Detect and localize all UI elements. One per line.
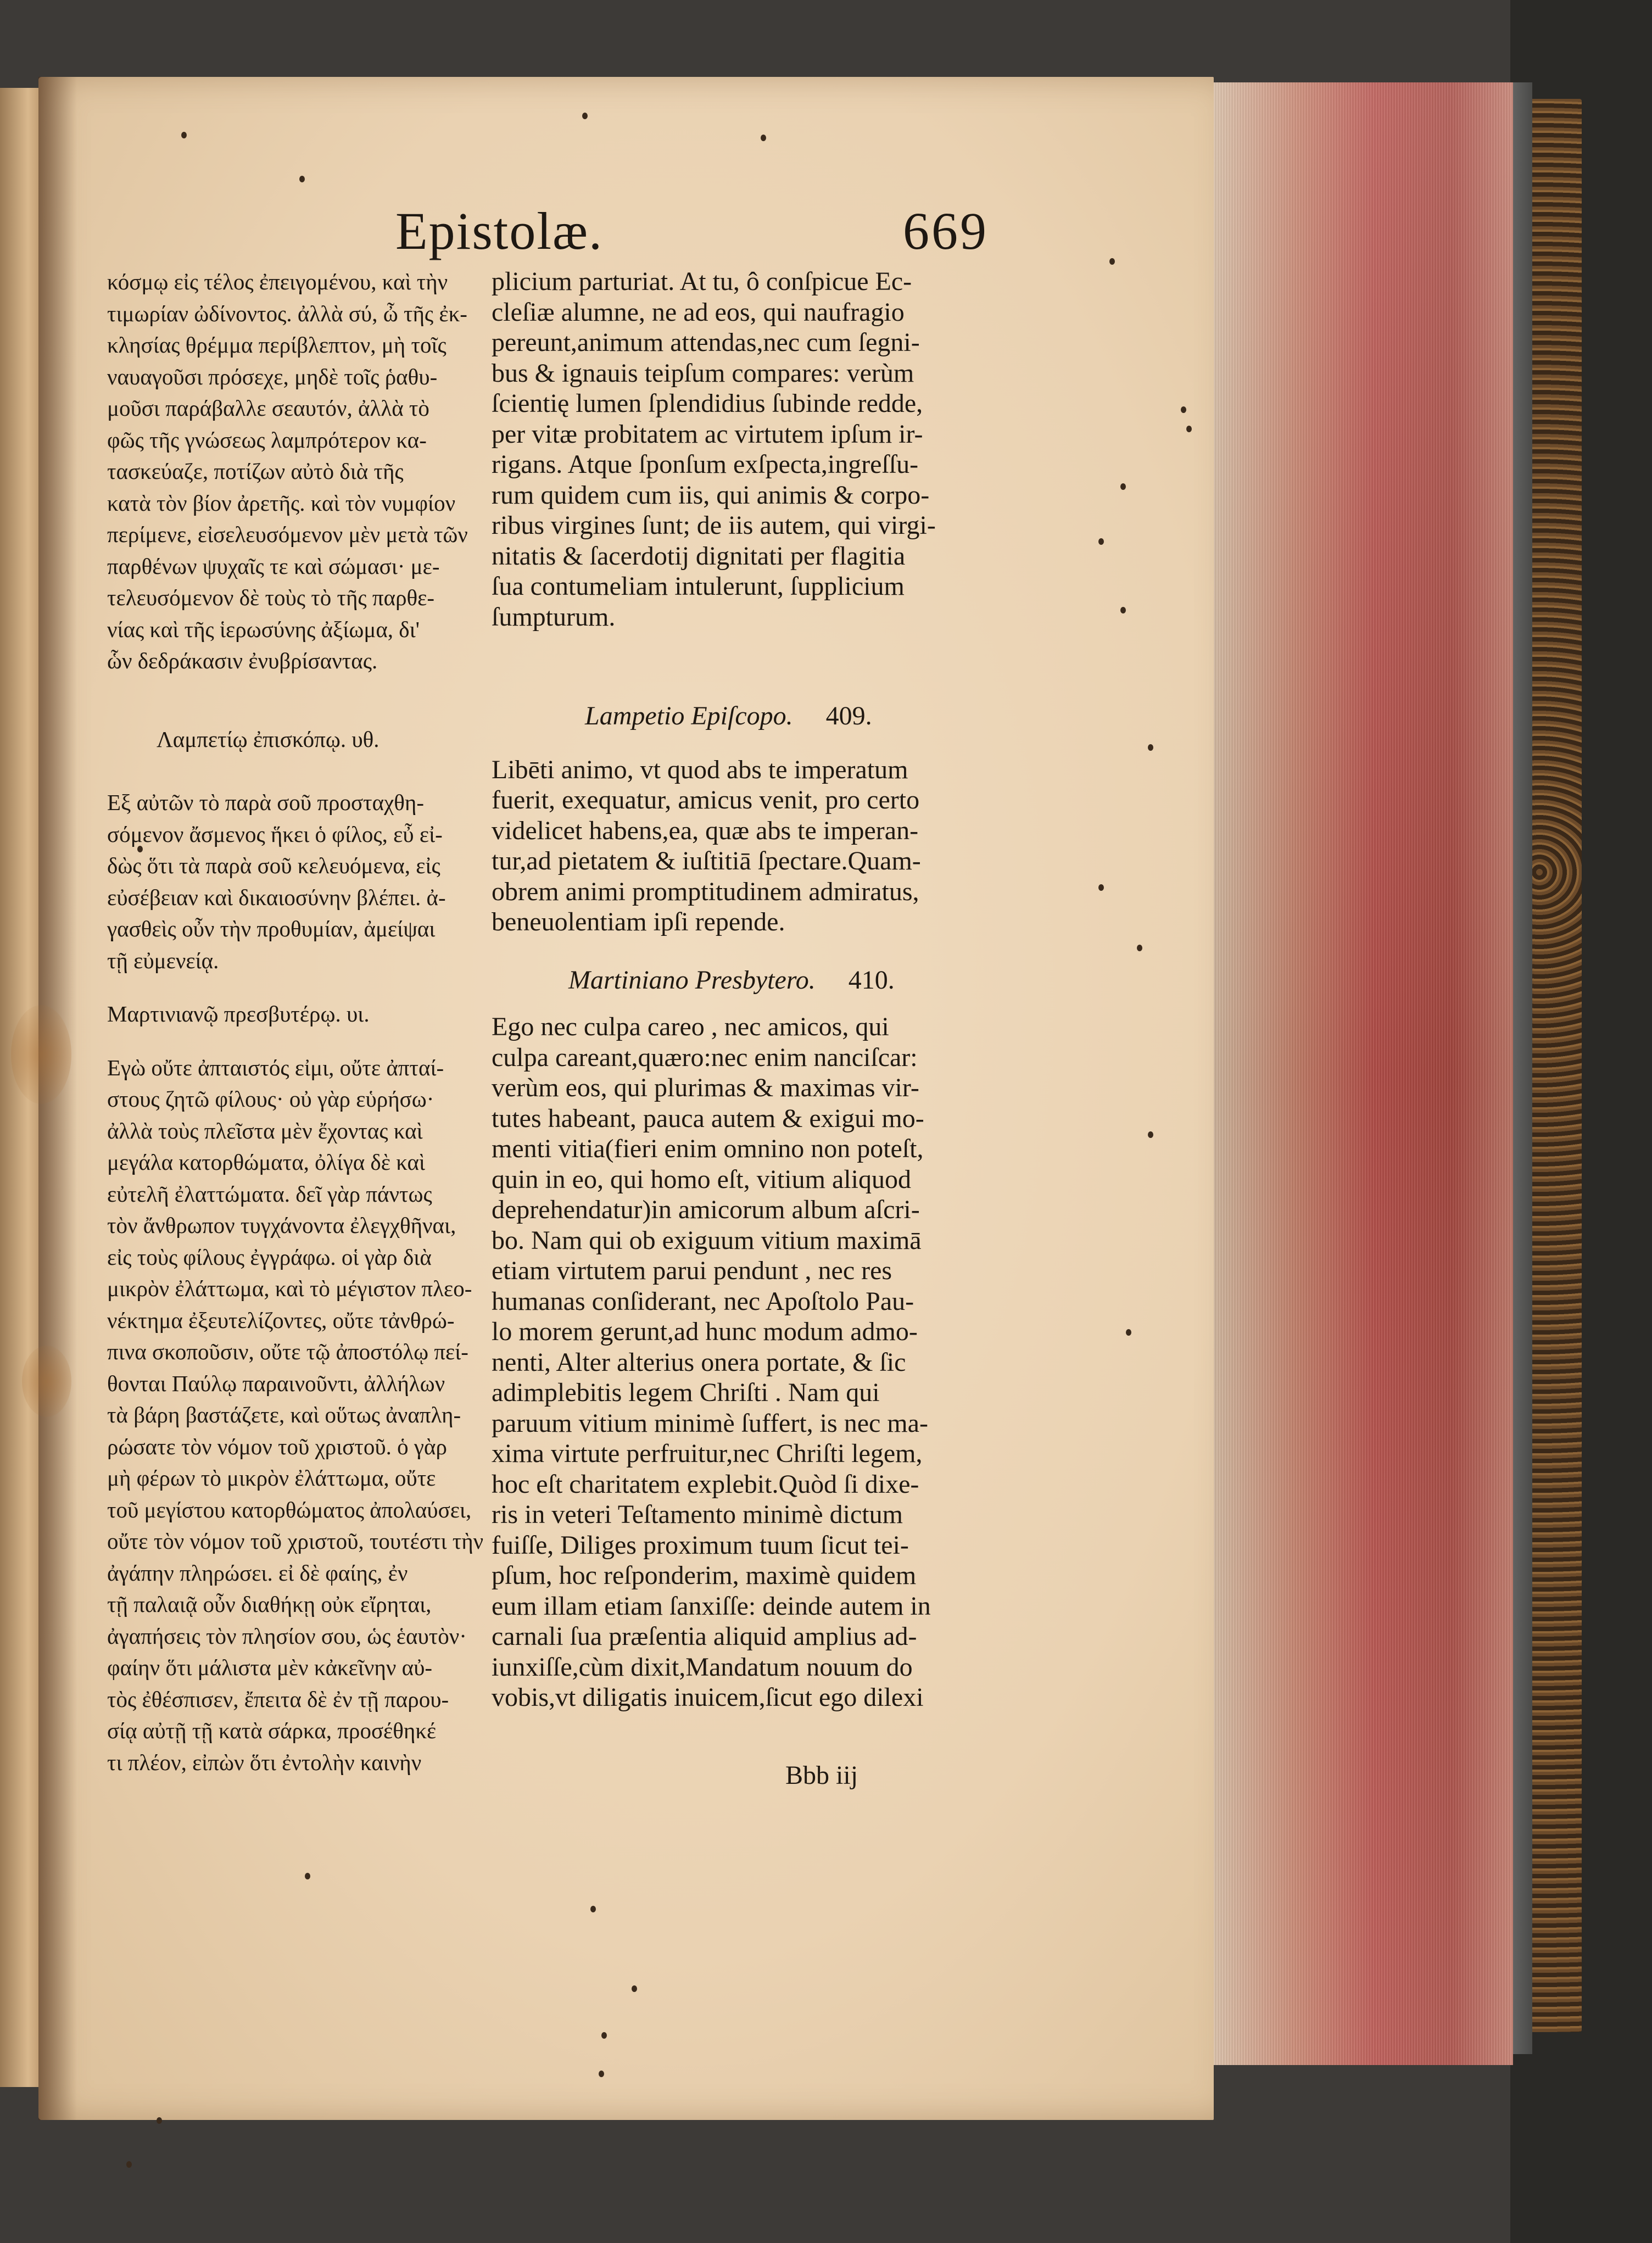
heading-name: Lampetio Epiſcopo. bbox=[585, 701, 793, 730]
latin-paragraph-2 bbox=[492, 755, 975, 938]
spacer bbox=[492, 732, 975, 755]
text-line: οὔτε τὸν νόμον τοῦ χριστοῦ, τουτέστι τὴν bbox=[107, 1528, 484, 1554]
text-line: verùm eos, qui plurimas & maximas vir- bbox=[492, 1073, 919, 1102]
text-line: ρώσατε τὸν νόμον τοῦ χριστοῦ. ὁ γὰρ bbox=[107, 1433, 447, 1459]
text-line: eum illam etiam ſanxiſſe: deinde autem in bbox=[492, 1591, 931, 1621]
text-line: σίᾳ αὐτῇ τῇ κατὰ σάρκα, προσέθηκέ bbox=[107, 1718, 437, 1743]
text-line: ſcientię lumen ſplendidius ſubinde redde, bbox=[492, 389, 923, 418]
text-line: Libēti animo, vt quod abs te imperatum bbox=[492, 755, 908, 784]
text-line: ἀγαπήσεις τὸν πλησίον σου, ὡς ἑαυτὸν· bbox=[107, 1623, 467, 1649]
text-line: ribus virgines ſunt; de iis autem, qui virgi- bbox=[492, 511, 936, 540]
wormhole bbox=[305, 1873, 310, 1879]
text-line: adimplebitis legem Chriſti . Nam qui bbox=[492, 1378, 880, 1407]
text-line: etiam virtutem parui pendunt , nec res bbox=[492, 1256, 892, 1285]
spacer bbox=[107, 1030, 492, 1052]
running-head bbox=[395, 200, 989, 266]
text-line: ἀλλὰ τοὺς πλεῖστα μὲν ἔχοντας καὶ bbox=[107, 1118, 423, 1143]
wormhole bbox=[1109, 258, 1115, 265]
greek-column bbox=[107, 266, 492, 1778]
wormhole bbox=[1137, 945, 1142, 951]
wormhole bbox=[1181, 406, 1186, 413]
text-line: bo. Nam qui ob exiguum vitium maximā bbox=[492, 1225, 922, 1255]
text-line: carnali ſua præſentia aliquid amplius ad- bbox=[492, 1622, 917, 1651]
text-line: κόσμῳ εἰς τέλος ἐπειγομένου, καὶ τὴν bbox=[107, 269, 448, 294]
greek-heading-lampetius: Λαμπετίῳ ἐπισκόπῳ. υθ. bbox=[157, 726, 379, 752]
text-line: nitatis & ſacerdotij dignitati per flagitia bbox=[492, 541, 906, 571]
text-line: τασκεύαζε, ποτίζων αὐτὸ διὰ τῆς bbox=[107, 459, 404, 484]
wormhole bbox=[632, 1985, 637, 1992]
text-line: menti vitia(fieri enim omnino non poteſt, bbox=[492, 1134, 924, 1163]
wormhole bbox=[1148, 744, 1153, 751]
text-line: τιμωρίαν ὠδίνοντος. ἀλλὰ σύ, ὦ τῆς ἐκ- bbox=[107, 300, 467, 326]
greek-paragraph-1 bbox=[107, 266, 492, 677]
text-line: plicium parturiat. At tu, ô conſpicue Ec- bbox=[492, 267, 912, 296]
latin-heading-martinianus bbox=[492, 965, 975, 996]
text-line: σόμενον ἄσμενος ἥκει ὁ φίλος, εὖ εἰ- bbox=[107, 821, 443, 847]
text-line: τοῦ μεγίστου κατορθώματος ἀπολαύσει, bbox=[107, 1497, 472, 1522]
text-line: nenti, Alter alterius onera portate, & ſic bbox=[492, 1347, 906, 1377]
wormhole bbox=[181, 132, 187, 138]
text-line: paruum vitium minimè ſuffert, is nec ma- bbox=[492, 1408, 928, 1438]
page-number: 669 bbox=[903, 202, 989, 260]
heading-name: Martiniano Presbytero. bbox=[568, 965, 816, 995]
wormhole bbox=[1186, 426, 1192, 432]
text-line: νέκτημα ἐξευτελίζοντες, οὔτε τἀνθρώ- bbox=[107, 1307, 455, 1333]
text-line: φαίην ὅτι μάλιστα μὲν κἀκεῖνην αὐ- bbox=[107, 1655, 433, 1680]
text-line: fuerit, exequatur, amicus venit, pro certo bbox=[492, 785, 920, 814]
latin-paragraph-3 bbox=[492, 1012, 975, 1713]
text-line: per vitæ probitatem ac virtutem ipſum ir- bbox=[492, 419, 923, 449]
foxing-stain bbox=[22, 1346, 71, 1417]
spacer bbox=[107, 755, 492, 787]
wormhole bbox=[1098, 538, 1104, 545]
text-line: Εγὼ οὔτε ἀπταιστός εἰμι, οὔτε ἀπταί- bbox=[107, 1054, 444, 1080]
text-line: ſua contumeliam intulerunt, ſupplicium bbox=[492, 572, 905, 601]
greek-paragraph-3 bbox=[107, 1052, 492, 1779]
latin-paragraph-1 bbox=[492, 266, 975, 632]
epistle-number: 409. bbox=[825, 701, 872, 730]
text-line: μεγάλα κατορθώματα, ὀλίγα δὲ καὶ bbox=[107, 1150, 426, 1175]
spacer bbox=[107, 977, 492, 998]
text-line: δὼς ὅτι τὰ παρὰ σοῦ κελευόμενα, εἰς bbox=[107, 853, 440, 878]
greek-heading-martinianus: Μαρτινιανῷ πρεσβυτέρῳ. υι. bbox=[107, 1001, 370, 1026]
text-line: cleſiæ alumne, ne ad eos, qui naufragio bbox=[492, 297, 905, 327]
spacer bbox=[107, 677, 492, 724]
text-line: τὸν ἄνθρωπον τυγχάνοντα ἐλεγχθῆναι, bbox=[107, 1213, 456, 1238]
text-line: culpa careant,quæro:nec enim nanciſcar: bbox=[492, 1042, 918, 1072]
text-line: ſumpturum. bbox=[492, 602, 616, 632]
wormhole bbox=[601, 2032, 607, 2039]
text-line: εἰς τοὺς φίλους ἐγγράφω. οἱ γὰρ διὰ bbox=[107, 1244, 432, 1270]
text-line: pſum, hoc reſponderim, maximè quidem bbox=[492, 1561, 917, 1590]
text-line: τὸς ἐθέσπισεν, ἔπειτα δὲ ἐν τῇ παρου- bbox=[107, 1686, 449, 1712]
text-line: lo morem gerunt,ad hunc modum admo- bbox=[492, 1317, 918, 1346]
text-line: μοῦσι παράβαλλε σεαυτόν, ἀλλὰ τὸ bbox=[107, 395, 429, 421]
text-line: ris in veteri Teſtamento minimè dictum bbox=[492, 1500, 903, 1529]
text-line: quin in eo, qui homo eſt, vitium aliquod bbox=[492, 1164, 911, 1194]
text-line: μικρὸν ἐλάττωμα, καὶ τὸ μέγιστον πλεο- bbox=[107, 1276, 472, 1301]
greek-paragraph-2 bbox=[107, 787, 492, 977]
text-line: παρθένων ψυχαῖς τε καὶ σώμασι· με- bbox=[107, 553, 440, 579]
page-fore-edge bbox=[1205, 82, 1513, 2065]
text-line: τὰ βάρη βαστάζετε, καὶ οὕτως ἀναπλη- bbox=[107, 1402, 461, 1427]
text-line: bus & ignauis teipſum compares: verùm bbox=[492, 358, 914, 388]
text-line: rigans. Atque ſponſum exſpecta,ingreſſu- bbox=[492, 450, 919, 479]
wormhole bbox=[157, 2117, 162, 2124]
wormhole bbox=[1098, 884, 1104, 891]
text-line: ὧν δεδράκασιν ἐνυβρίσαντας. bbox=[107, 648, 378, 673]
text-line: στους ζητῶ φίλους· οὐ γὰρ εὑρήσω· bbox=[107, 1086, 434, 1112]
latin-column bbox=[492, 266, 975, 1713]
wormhole bbox=[1120, 607, 1126, 613]
wormhole bbox=[1126, 1329, 1131, 1336]
text-line: τελευσόμενον δὲ τοὺς τὸ τῆς παρθε- bbox=[107, 585, 435, 610]
text-line: obrem animi promptitudinem admiratus, bbox=[492, 877, 919, 906]
text-line: xima virtute perfruitur,nec Chriſti legem, bbox=[492, 1439, 923, 1468]
text-line: videlicet habens,ea, quæ abs te imperan- bbox=[492, 816, 919, 845]
text-line: humanas conſiderant, nec Apoſtolo Pau- bbox=[492, 1286, 914, 1316]
foxing-stain bbox=[11, 1005, 71, 1104]
text-line: rum quidem cum iis, qui animis & corpo- bbox=[492, 480, 930, 510]
text-line: κατὰ τὸν βίον ἀρετῆς. καὶ τὸν νυμφίον bbox=[107, 490, 456, 516]
text-line: θονται Παύλῳ παραινοῦντι, ἀλλήλων bbox=[107, 1370, 445, 1396]
text-line: beneuolentiam ipſi repende. bbox=[492, 907, 785, 936]
text-line: πινα σκοποῦσιν, οὔτε τῷ ἀποστόλῳ πεί- bbox=[107, 1339, 468, 1364]
text-line: hoc eſt charitatem explebit.Quòd ſi dixe- bbox=[492, 1469, 919, 1499]
text-line: νίας καὶ τῆς ἱερωσύνης ἀξίωμα, δι' bbox=[107, 616, 420, 642]
wormhole bbox=[582, 113, 588, 119]
text-line: περίμενε, εἰσελευσόμενον μὲν μετὰ τῶν bbox=[107, 522, 468, 547]
wormhole bbox=[761, 135, 766, 141]
page-title: Epistolæ. bbox=[395, 202, 604, 260]
wormhole bbox=[299, 176, 305, 182]
text-line: ἀγάπην πληρώσει. εἰ δὲ φαίης, ἐν bbox=[107, 1560, 408, 1586]
wormhole bbox=[599, 2071, 604, 2077]
spacer bbox=[492, 995, 975, 1012]
wormhole bbox=[1148, 1131, 1153, 1138]
text-line: deprehendatur)in amicorum album aſcri- bbox=[492, 1195, 920, 1224]
spacer bbox=[492, 938, 975, 965]
wormhole bbox=[126, 2161, 132, 2168]
text-line: fuiſſe, Diliges proximum tuum ſicut tei- bbox=[492, 1530, 909, 1560]
text-line: τῇ εὐμενείᾳ. bbox=[107, 947, 219, 973]
text-line: tutes habeant, pauca autem & exigui mo- bbox=[492, 1103, 924, 1133]
wormhole bbox=[590, 1906, 596, 1912]
text-line: vobis,vt diligatis inuicem,ſicut ego dilexi bbox=[492, 1683, 924, 1712]
text-line: ναυαγοῦσι πρόσεχε, μηδὲ τοῖς ῥαθυ- bbox=[107, 364, 438, 389]
text-line: tur,ad pietatem & iuſtitiā ſpectare.Quam- bbox=[492, 846, 921, 875]
text-line: φῶς τῆς γνώσεως λαμπρότερον κα- bbox=[107, 427, 427, 453]
epistle-number: 410. bbox=[848, 965, 895, 995]
signature-mark: Bbb iij bbox=[785, 1761, 858, 1790]
text-line: εὐσέβειαν καὶ δικαιοσύνην βλέπει. ἀ- bbox=[107, 884, 446, 910]
text-line: iunxiſſe,cùm dixit,Mandatum nouum do bbox=[492, 1652, 913, 1682]
spacer bbox=[492, 632, 975, 701]
wormhole bbox=[1120, 483, 1126, 490]
text-line: γασθεὶς οὖν τὴν προθυμίαν, ἀμείψαι bbox=[107, 916, 436, 941]
text-line: τῇ παλαιᾷ οὖν διαθήκῃ οὐκ εἴρηται, bbox=[107, 1592, 432, 1617]
text-line: μὴ φέρων τὸ μικρὸν ἐλάττωμα, οὔτε bbox=[107, 1465, 436, 1491]
text-line: τι πλέον, εἰπὼν ὅτι ἐντολὴν καινὴν bbox=[107, 1749, 422, 1775]
text-line: Εξ αὐτῶν τὸ παρὰ σοῦ προσταχθη- bbox=[107, 790, 425, 815]
text-line: κλησίας θρέμμα περίβλεπτον, μὴ τοῖς bbox=[107, 332, 447, 358]
text-line: pereunt,animum attendas,nec cum ſegni- bbox=[492, 328, 920, 357]
text-line: Ego nec culpa careo , nec amicos, qui bbox=[492, 1012, 889, 1041]
text-line: εὐτελῆ ἐλαττώματα. δεῖ γὰρ πάντως bbox=[107, 1181, 432, 1207]
latin-heading-lampetius bbox=[492, 701, 975, 732]
